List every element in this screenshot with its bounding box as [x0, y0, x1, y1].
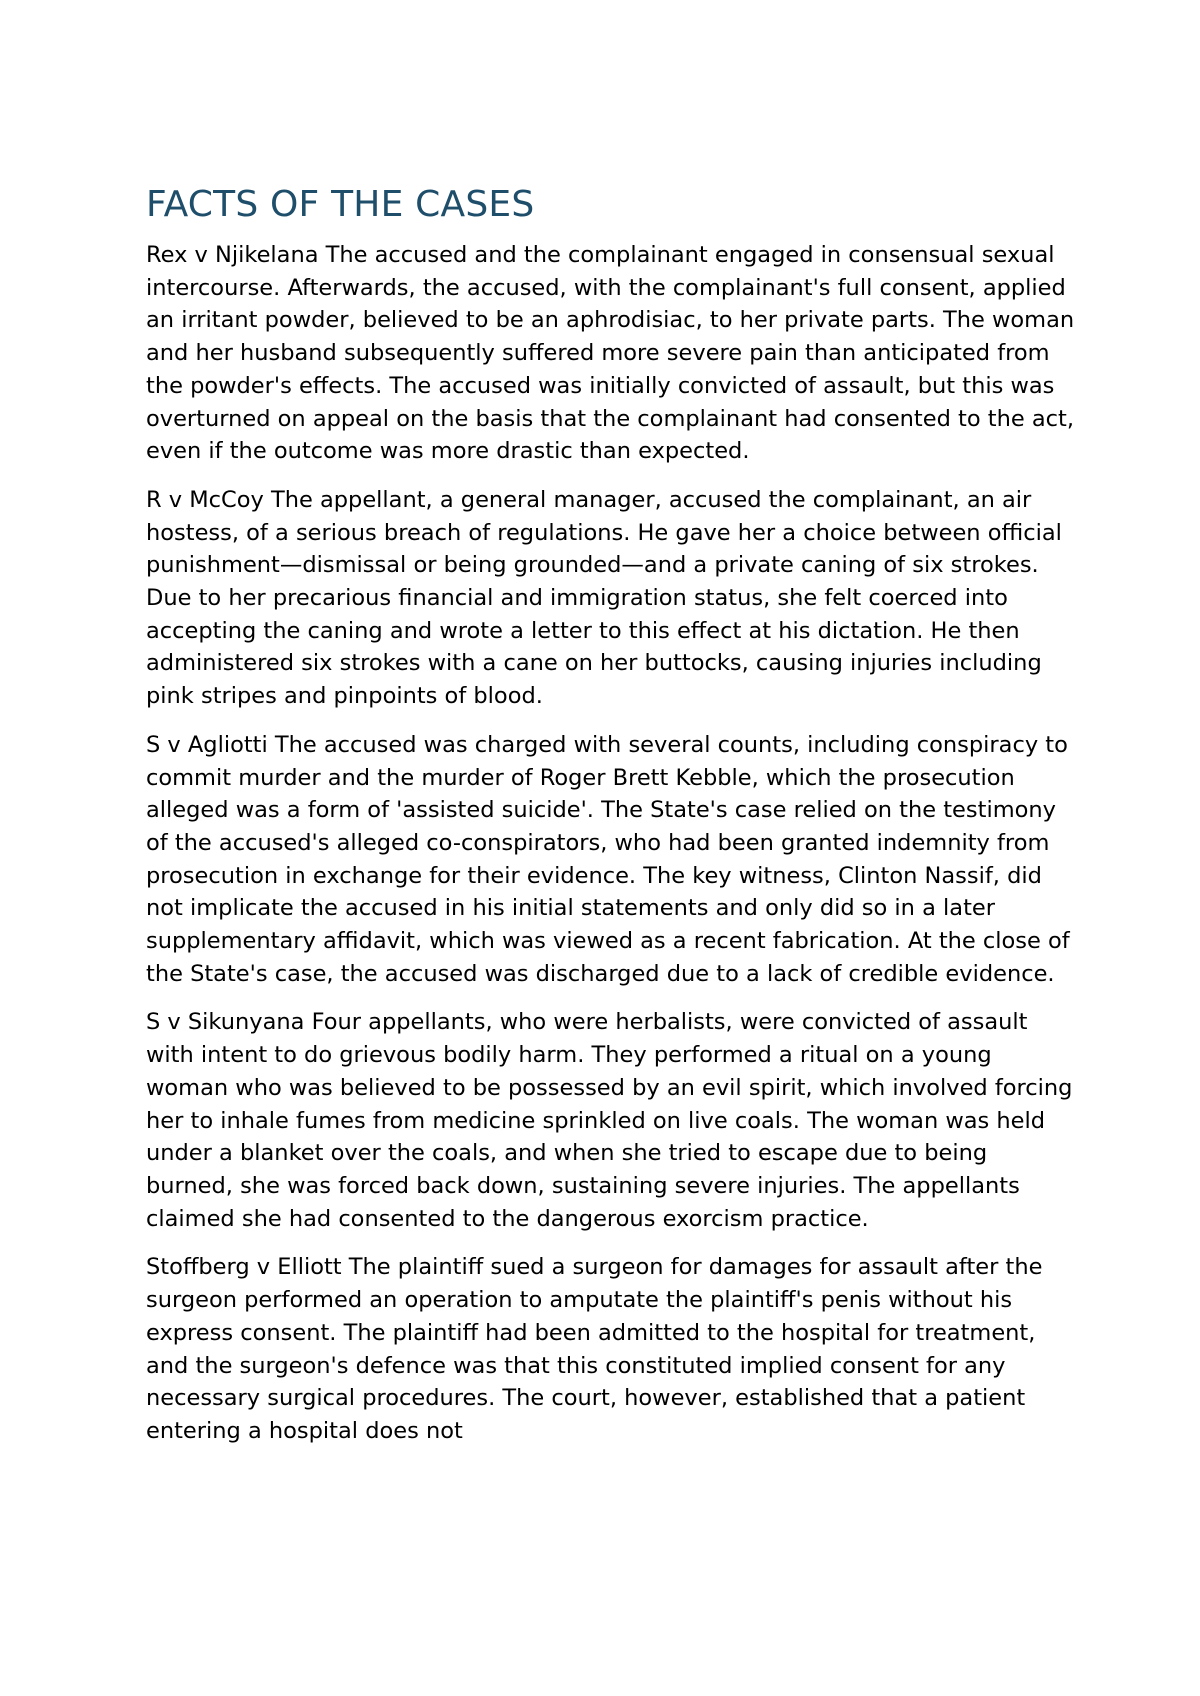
page-title: FACTS OF THE CASES [146, 184, 535, 225]
document-body [146, 183, 1076, 1464]
case-paragraph-njikelana: Rex v Njikelana The accused and the complainant engaged in consensual sexual intercourse. Afterwards, the accused, with the complainant's full consent, applied an irritant powder, believed to be an aphrodisiac, to her private parts. The woman and her husband subsequently suffered more severe pain than anticipated from the powder's effects. The accused was initially convicted of assault, but this was overturned on appeal on the basis that the complainant had consented to the act, even if the outcome was more drastic than expected. [146, 242, 1075, 465]
case-paragraph-agliotti: S v Agliotti The accused was charged with several counts, including conspiracy to commit murder and the murder of Roger Brett Kebble, which the prosecution alleged was a form of 'assisted suicide'. The State's case relied on the testimony of the accused's alleged co-conspirators, who had been granted indemnity from prosecution in exchange for their evidence. The key witness, Clinton Nassif, did not implicate the accused in his initial statements and only did so in a later supplementary affidavit, which was viewed as a recent fabrication. At the close of the State's case, the accused was discharged due to a lack of credible evidence. [146, 731, 1070, 987]
case-paragraph-stoffberg: Stoffberg v Elliott The plaintiff sued a surgeon for damages for assault after the surgeon performed an operation to amputate the plaintiff's penis without his express consent. The plaintiff had been admitted to the hospital for treatment, and the surgeon's defence was that this constituted implied consent for any necessary surgical procedures. The court, however, established that a patient entering a hospital does not [146, 1254, 1043, 1444]
case-paragraph-mccoy: R v McCoy The appellant, a general manager, accused the complainant, an air hostess, of a serious breach of regulations. He gave her a choice between official punishment—dismissal or being grounded—and a private caning of six strokes. Due to her precarious financial and immigration status, she felt coerced into accepting the caning and wrote a letter to this effect at his dictation. He then administered six strokes with a cane on her buttocks, causing injuries including pink stripes and pinpoints of blood. [146, 486, 1062, 710]
case-paragraph-sikunyana: S v Sikunyana Four appellants, who were herbalists, were convicted of assault with intent to do grievous bodily harm. They performed a ritual on a young woman who was believed to be possessed by an evil spirit, which involved forcing her to inhale fumes from medicine sprinkled on live coals. The woman was held under a blanket over the coals, and when she tried to escape due to being burned, she was forced back down, sustaining severe injuries. The appellants claimed she had consented to the dangerous exorcism practice. [146, 1009, 1073, 1232]
